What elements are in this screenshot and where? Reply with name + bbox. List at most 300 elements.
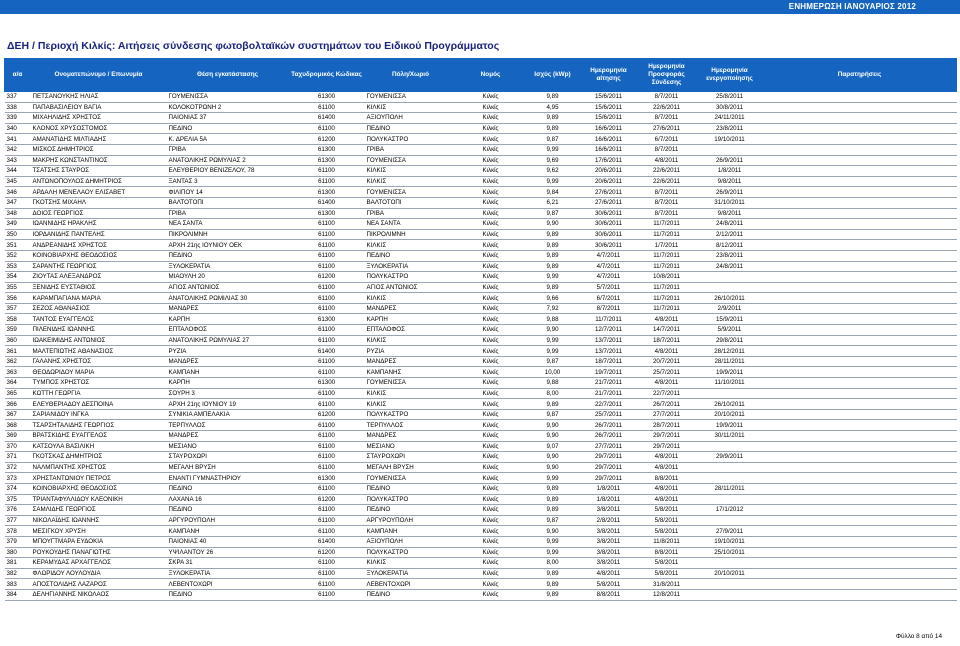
cell-remarks (763, 250, 957, 261)
cell-remarks (763, 346, 957, 357)
cell-aa: 347 (5, 197, 31, 208)
cell-offer-date: 11/7/2011 (637, 229, 697, 240)
cell-remarks (763, 462, 957, 473)
cell-name: ΠΑΠΑΒΑΣΙΛΕΙΟΥ ΒΑΓΙΑ (31, 102, 167, 113)
cell-remarks (763, 113, 957, 124)
cell-offer-date: 20/7/2011 (637, 356, 697, 367)
cell-prefecture: Κιλκίς (457, 282, 525, 293)
cell-request-date: 30/6/2011 (581, 240, 637, 251)
cell-remarks (763, 579, 957, 590)
cell-power: 9,89 (525, 229, 581, 240)
cell-name: ΣΑΜΛΙΔΗΣ ΓΕΩΡΓΙΟΣ (31, 505, 167, 516)
cell-postcode: 61100 (289, 356, 365, 367)
cell-city: ΝΕΑ ΣΑΝΤΑ (365, 219, 457, 230)
cell-location: ΠΙΚΡΟΛΙΜΝΗ (167, 229, 289, 240)
cell-name: ΙΩΑΝΝΙΔΗΣ ΗΡΑΚΛΗΣ (31, 219, 167, 230)
cell-location: ΥΨΙΛΑΝΤΟΥ 26 (167, 547, 289, 558)
cell-remarks (763, 208, 957, 219)
cell-postcode: 61100 (289, 166, 365, 177)
cell-aa: 355 (5, 282, 31, 293)
cell-location: ΜΕΓΑΛΗ ΒΡΥΣΗ (167, 462, 289, 473)
cell-city: ΚΙΛΚΙΣ (365, 399, 457, 410)
cell-city: ΚΑΡΠΗ (365, 314, 457, 325)
cell-request-date: 18/7/2011 (581, 356, 637, 367)
table-row (5, 219, 957, 230)
cell-name: ΤΥΜΠΟΣ ΧΡΗΣΤΟΣ (31, 378, 167, 389)
cell-request-date: 15/6/2011 (581, 113, 637, 124)
cell-request-date: 4/7/2011 (581, 250, 637, 261)
cell-power: 9,88 (525, 314, 581, 325)
cell-aa: 341 (5, 134, 31, 145)
cell-postcode: 61100 (289, 483, 365, 494)
cell-name: ΕΛΕΥΘΕΡΙΑΔΟΥ ΔΕΣΠΟΙΝΑ (31, 399, 167, 410)
cell-power: 9,89 (525, 568, 581, 579)
cell-postcode: 61100 (289, 261, 365, 272)
cell-request-date: 3/8/2011 (581, 505, 637, 516)
cell-power: 9,99 (525, 144, 581, 155)
cell-request-date: 3/8/2011 (581, 558, 637, 569)
cell-location: ΜΕΣΙΑΝΟ (167, 441, 289, 452)
cell-city: ΠΟΛΥΚΑΣΤΡΟ (365, 547, 457, 558)
cell-activation-date: 20/10/2011 (697, 568, 763, 579)
cell-remarks (763, 558, 957, 569)
cell-remarks (763, 187, 957, 198)
cell-city: ΓΟΥΜΕΝΙΣΣΑ (365, 473, 457, 484)
cell-offer-date: 5/8/2011 (637, 526, 697, 537)
cell-aa: 346 (5, 187, 31, 198)
cell-postcode: 61300 (289, 144, 365, 155)
cell-request-date: 20/6/2011 (581, 176, 637, 187)
cell-city: ΚΙΛΚΙΣ (365, 558, 457, 569)
cell-remarks (763, 197, 957, 208)
page-title: ΔΕΗ / Περιοχή Κιλκίς: Αιτήσεις σύνδεσης φωτοβολταϊκών συστημάτων του Ειδικού Προγράμματος (7, 40, 500, 52)
cell-location: ΞΥΛΟΚΕΡΑΤΙΑ (167, 568, 289, 579)
cell-postcode: 61200 (289, 409, 365, 420)
cell-aa: 352 (5, 250, 31, 261)
cell-request-date: 21/7/2011 (581, 378, 637, 389)
cell-activation-date: 23/8/2011 (697, 123, 763, 134)
cell-power: 9,87 (525, 134, 581, 145)
cell-aa: 368 (5, 420, 31, 431)
cell-location: ΚΟΛΟΚΟΤΡΩΝΗ 2 (167, 102, 289, 113)
cell-name: ΜΕΣΙΓΚΟΥ ΧΡΥΣΗ (31, 526, 167, 537)
cell-remarks (763, 293, 957, 304)
cell-name: ΤΡΙΑΝΤΑΦΥΛΛΙΔΟΥ ΚΛΕΟΝΙΚΗ (31, 494, 167, 505)
cell-city: ΠΕΔΙΝΟ (365, 505, 457, 516)
cell-location: ΚΑΜΠΑΝΗ (167, 526, 289, 537)
cell-request-date: 5/8/2011 (581, 579, 637, 590)
cell-name: ΤΣΑΡΣΗΤΑΛΙΔΗΣ ΓΕΩΡΓΙΟΣ (31, 420, 167, 431)
cell-power: 9,90 (525, 462, 581, 473)
cell-aa: 348 (5, 208, 31, 219)
cell-prefecture: Κιλκίς (457, 325, 525, 336)
cell-offer-date: 11/7/2011 (637, 282, 697, 293)
cell-activation-date: 28/11/2011 (697, 483, 763, 494)
cell-request-date: 17/6/2011 (581, 155, 637, 166)
cell-name: ΚΟΙΝΟΒΙΑΡΧΗΣ ΘΕΟΔΟΣΙΟΣ (31, 250, 167, 261)
cell-location: ΜΑΝΔΡΕΣ (167, 431, 289, 442)
cell-offer-date: 31/8/2011 (637, 579, 697, 590)
cell-offer-date: 22/6/2011 (637, 166, 697, 177)
cell-activation-date (697, 473, 763, 484)
cell-remarks (763, 568, 957, 579)
cell-location: Κ. ΔΡΕΛΙΑ 5Α (167, 134, 289, 145)
cell-offer-date: 11/7/2011 (637, 303, 697, 314)
table-row (5, 378, 957, 389)
cell-request-date: 29/7/2011 (581, 452, 637, 463)
cell-postcode: 61200 (289, 272, 365, 283)
cell-activation-date: 31/10/2011 (697, 197, 763, 208)
cell-offer-date: 11/7/2011 (637, 293, 697, 304)
cell-postcode: 61100 (289, 325, 365, 336)
cell-location: ΕΠΤΑΛΟΦΟΣ (167, 325, 289, 336)
cell-location: ΠΑΙΟΝΙΑΣ 40 (167, 536, 289, 547)
cell-request-date: 16/6/2011 (581, 134, 637, 145)
cell-offer-date: 22/7/2011 (637, 388, 697, 399)
cell-remarks (763, 272, 957, 283)
cell-city: ΑΞΙΟΥΠΟΛΗ (365, 536, 457, 547)
cell-request-date: 12/7/2011 (581, 325, 637, 336)
table-row (5, 558, 957, 569)
cell-prefecture: Κιλκίς (457, 229, 525, 240)
cell-postcode: 61100 (289, 441, 365, 452)
cell-remarks (763, 303, 957, 314)
cell-aa: 382 (5, 568, 31, 579)
cell-power: 9,89 (525, 123, 581, 134)
header-col-activation-date: Ημερομηνία ενεργοποίησης (697, 59, 763, 92)
cell-name: ΔΟΙΟΣ ΓΕΩΡΓΙΟΣ (31, 208, 167, 219)
cell-aa: 358 (5, 314, 31, 325)
cell-activation-date: 26/10/2011 (697, 399, 763, 410)
update-banner (0, 0, 960, 14)
cell-city: ΠΟΛΥΚΑΣΤΡΟ (365, 272, 457, 283)
table-row (5, 197, 957, 208)
cell-activation-date: 28/12/2011 (697, 346, 763, 357)
cell-prefecture: Κιλκίς (457, 219, 525, 230)
cell-city: ΚΙΛΚΙΣ (365, 335, 457, 346)
cell-prefecture: Κιλκίς (457, 462, 525, 473)
table-row (5, 494, 957, 505)
table-row (5, 229, 957, 240)
cell-location: ΣΤΑΥΡΟΧΩΡΙ (167, 452, 289, 463)
cell-request-date: 4/8/2011 (581, 568, 637, 579)
cell-offer-date: 12/8/2011 (637, 589, 697, 600)
cell-aa: 362 (5, 356, 31, 367)
cell-activation-date: 11/10/2011 (697, 378, 763, 389)
table-row (5, 144, 957, 155)
cell-request-date: 4/7/2011 (581, 272, 637, 283)
cell-activation-date (697, 272, 763, 283)
cell-aa: 354 (5, 272, 31, 283)
cell-power: 9,99 (525, 176, 581, 187)
cell-location: ΜΑΝΔΡΕΣ (167, 356, 289, 367)
cell-power: 9,69 (525, 155, 581, 166)
cell-offer-date: 8/7/2011 (637, 113, 697, 124)
cell-postcode: 61300 (289, 92, 365, 103)
table-row (5, 335, 957, 346)
cell-name: ΑΝΤΩΝΟΠΟΥΛΟΣ ΔΗΜΗΤΡΙΟΣ (31, 176, 167, 187)
cell-offer-date: 8/7/2011 (637, 187, 697, 198)
cell-postcode: 61100 (289, 250, 365, 261)
cell-city: ΓΡΙΒΑ (365, 208, 457, 219)
cell-request-date: 13/7/2011 (581, 346, 637, 357)
cell-prefecture: Κιλκίς (457, 314, 525, 325)
cell-offer-date: 14/7/2011 (637, 325, 697, 336)
cell-postcode: 61100 (289, 431, 365, 442)
table-row (5, 325, 957, 336)
cell-aa: 345 (5, 176, 31, 187)
cell-remarks (763, 483, 957, 494)
cell-city: ΑΞΙΟΥΠΟΛΗ (365, 113, 457, 124)
cell-city: ΜΕΓΑΛΗ ΒΡΥΣΗ (365, 462, 457, 473)
cell-request-date: 8/8/2011 (581, 589, 637, 600)
cell-location: ΑΝΑΤΟΛΙΚΗΣ ΡΩΜΥΛΙΑΣ 27 (167, 335, 289, 346)
cell-activation-date: 30/8/2011 (697, 102, 763, 113)
cell-postcode: 61300 (289, 314, 365, 325)
cell-activation-date: 29/9/2011 (697, 452, 763, 463)
cell-prefecture: Κιλκίς (457, 388, 525, 399)
cell-request-date: 3/8/2011 (581, 526, 637, 537)
cell-power: 9,87 (525, 515, 581, 526)
cell-location: ΣΟΥΡΗ 3 (167, 388, 289, 399)
cell-offer-date: 26/7/2011 (637, 399, 697, 410)
cell-request-date: 26/7/2011 (581, 420, 637, 431)
table-row (5, 547, 957, 558)
cell-postcode: 61100 (289, 335, 365, 346)
cell-name: ΒΡΑΤΣΚΙΔΗΣ ΕΥΑΓΓΕΛΟΣ (31, 431, 167, 442)
cell-location: ΚΑΡΠΗ (167, 314, 289, 325)
cell-location: ΓΡΙΒΑ (167, 144, 289, 155)
cell-city: ΓΟΥΜΕΝΙΣΣΑ (365, 187, 457, 198)
cell-city: ΓΟΥΜΕΝΙΣΣΑ (365, 155, 457, 166)
cell-location: ΑΝΑΤΟΛΙΚΗΣ ΡΩΜΥΛΙΑΣ 2 (167, 155, 289, 166)
cell-power: 8,00 (525, 388, 581, 399)
cell-location: ΠΕΔΙΝΟ (167, 250, 289, 261)
cell-location: ΑΓΙΟΣ ΑΝΤΩΝΙΟΣ (167, 282, 289, 293)
cell-aa: 369 (5, 431, 31, 442)
table-row (5, 473, 957, 484)
cell-remarks (763, 452, 957, 463)
cell-aa: 366 (5, 399, 31, 410)
cell-aa: 338 (5, 102, 31, 113)
cell-city: ΠΟΛΥΚΑΣΤΡΟ (365, 409, 457, 420)
cell-power: 9,90 (525, 420, 581, 431)
cell-city: ΠΕΔΙΝΟ (365, 483, 457, 494)
cell-postcode: 61100 (289, 240, 365, 251)
cell-power: 9,89 (525, 579, 581, 590)
table-row (5, 187, 957, 198)
cell-activation-date: 26/10/2011 (697, 293, 763, 304)
table-row (5, 399, 957, 410)
cell-city: ΞΥΛΟΚΕΡΑΤΙΑ (365, 568, 457, 579)
applications-table (4, 58, 957, 601)
cell-city: ΕΠΤΑΛΟΦΟΣ (365, 325, 457, 336)
cell-activation-date (697, 515, 763, 526)
cell-prefecture: Κιλκίς (457, 558, 525, 569)
cell-activation-date: 25/8/2011 (697, 92, 763, 103)
cell-prefecture: Κιλκίς (457, 102, 525, 113)
cell-postcode: 61100 (289, 558, 365, 569)
table-row (5, 240, 957, 251)
table-row (5, 452, 957, 463)
cell-activation-date (697, 144, 763, 155)
cell-power: 9,89 (525, 113, 581, 124)
cell-city: ΚΙΛΚΙΣ (365, 388, 457, 399)
table-row (5, 282, 957, 293)
cell-offer-date: 4/8/2011 (637, 378, 697, 389)
cell-offer-date: 5/8/2011 (637, 568, 697, 579)
cell-name: ΓΚΟΤΣΚΑΣ ΔΗΜΗΤΡΙΟΣ (31, 452, 167, 463)
cell-postcode: 61100 (289, 589, 365, 600)
cell-aa: 351 (5, 240, 31, 251)
cell-city: ΚΙΛΚΙΣ (365, 102, 457, 113)
cell-name: ΑΜΑΝΑΤΙΔΗΣ ΜΙΛΤΙΑΔΗΣ (31, 134, 167, 145)
table-row (5, 409, 957, 420)
cell-name: ΤΣΑΤΣΗΣ ΣΤΑΥΡΟΣ (31, 166, 167, 177)
cell-prefecture: Κιλκίς (457, 505, 525, 516)
cell-request-date: 16/6/2011 (581, 144, 637, 155)
cell-offer-date: 5/8/2011 (637, 558, 697, 569)
cell-location: ΠΑΙΟΝΙΑΣ 37 (167, 113, 289, 124)
cell-remarks (763, 314, 957, 325)
cell-remarks (763, 515, 957, 526)
cell-remarks (763, 144, 957, 155)
cell-aa: 356 (5, 293, 31, 304)
cell-city: ΡΥΖΙΑ (365, 346, 457, 357)
cell-request-date: 26/7/2011 (581, 431, 637, 442)
cell-remarks (763, 166, 957, 177)
cell-aa: 339 (5, 113, 31, 124)
cell-offer-date: 4/8/2011 (637, 452, 697, 463)
table-row (5, 293, 957, 304)
cell-name: ΑΝΔΡΕΑΝΙΔΗΣ ΧΡΗΣΤΟΣ (31, 240, 167, 251)
cell-activation-date: 19/10/2011 (697, 536, 763, 547)
cell-name: ΤΑΝΤΟΣ ΕΥΑΓΓΕΛΟΣ (31, 314, 167, 325)
cell-aa: 361 (5, 346, 31, 357)
table-row (5, 123, 957, 134)
cell-name: ΑΡΔΑΛΗ ΜΕΝΕΛΑΟΥ ΕΛΙΣΑΒΕΤ (31, 187, 167, 198)
cell-location: ΠΕΔΙΝΟ (167, 505, 289, 516)
cell-remarks (763, 589, 957, 600)
update-label: ΕΝΗΜΕΡΩΣΗ ΙΑΝΟΥΑΡΙΟΣ 2012 (788, 2, 916, 11)
cell-postcode: 61300 (289, 155, 365, 166)
cell-prefecture: Κιλκίς (457, 113, 525, 124)
cell-activation-date: 19/10/2011 (697, 134, 763, 145)
cell-location: ΠΕΔΙΝΟ (167, 483, 289, 494)
cell-aa: 371 (5, 452, 31, 463)
cell-prefecture: Κιλκίς (457, 335, 525, 346)
cell-power: 9,07 (525, 441, 581, 452)
cell-name: ΚΑΡΑΜΠΑΓΙΑΝΑ ΜΑΡΙΑ (31, 293, 167, 304)
cell-postcode: 61300 (289, 208, 365, 219)
cell-power: 9,89 (525, 282, 581, 293)
cell-activation-date: 26/9/2011 (697, 187, 763, 198)
cell-activation-date: 19/9/2011 (697, 367, 763, 378)
cell-postcode: 61100 (289, 505, 365, 516)
cell-location: ΕΛΕΥΘΕΡΙΟΥ ΒΕΝΙΖΕΛΟΥ, 78 (167, 166, 289, 177)
cell-location: ΡΥΖΙΑ (167, 346, 289, 357)
cell-name: ΞΕΝΙΔΗΣ ΕΥΣΤΑΘΙΟΣ (31, 282, 167, 293)
table-header-row (5, 59, 957, 92)
cell-request-date: 8/7/2011 (581, 303, 637, 314)
cell-remarks (763, 431, 957, 442)
cell-name: ΜΙΧΑΗΛΙΔΗΣ ΧΡΗΣΤΟΣ (31, 113, 167, 124)
cell-aa: 344 (5, 166, 31, 177)
cell-power: 9,99 (525, 547, 581, 558)
header-col-request-date: Ημερομηνία αίτησης (581, 59, 637, 92)
cell-prefecture: Κιλκίς (457, 155, 525, 166)
cell-aa: 375 (5, 494, 31, 505)
table-row (5, 420, 957, 431)
cell-name: ΚΕΡΑΜΥΔΑΣ ΑΡΧΑΓΓΕΛΟΣ (31, 558, 167, 569)
cell-postcode: 61400 (289, 346, 365, 357)
cell-prefecture: Κιλκίς (457, 568, 525, 579)
cell-postcode: 61100 (289, 282, 365, 293)
cell-city: ΜΑΝΔΡΕΣ (365, 356, 457, 367)
cell-offer-date: 27/6/2011 (637, 123, 697, 134)
header-col-location: Θέση εγκατάστασης (167, 59, 289, 92)
table-row (5, 250, 957, 261)
cell-request-date: 16/6/2011 (581, 123, 637, 134)
cell-activation-date: 9/8/2011 (697, 176, 763, 187)
cell-request-date: 3/8/2011 (581, 536, 637, 547)
cell-aa: 364 (5, 378, 31, 389)
cell-offer-date: 8/8/2011 (637, 473, 697, 484)
cell-offer-date: 29/7/2011 (637, 441, 697, 452)
table-row (5, 536, 957, 547)
cell-name: ΣΑΡΑΝΤΗΣ ΓΕΩΡΓΙΟΣ (31, 261, 167, 272)
cell-offer-date: 8/7/2011 (637, 197, 697, 208)
cell-location: ΞΥΛΟΚΕΡΑΤΙΑ (167, 261, 289, 272)
cell-remarks (763, 547, 957, 558)
cell-city: ΚΑΜΠΑΝΗ (365, 526, 457, 537)
cell-aa: 376 (5, 505, 31, 516)
cell-location: ΞΑΝΤΑΣ 3 (167, 176, 289, 187)
table-row (5, 92, 957, 103)
cell-prefecture: Κιλκίς (457, 589, 525, 600)
cell-aa: 384 (5, 589, 31, 600)
cell-name: ΦΛΩΡΙΔΟΥ ΛΟΥΛΟΥΔΙΑ (31, 568, 167, 579)
cell-prefecture: Κιλκίς (457, 123, 525, 134)
cell-aa: 365 (5, 388, 31, 399)
cell-prefecture: Κιλκίς (457, 526, 525, 537)
cell-request-date: 29/7/2011 (581, 462, 637, 473)
cell-request-date: 19/7/2011 (581, 367, 637, 378)
cell-aa: 363 (5, 367, 31, 378)
cell-activation-date: 30/11/2011 (697, 431, 763, 442)
cell-location: ΚΑΡΠΗ (167, 378, 289, 389)
cell-power: 8,00 (525, 558, 581, 569)
cell-power: 9,99 (525, 272, 581, 283)
table-row (5, 367, 957, 378)
cell-request-date: 6/7/2011 (581, 293, 637, 304)
cell-activation-date (697, 441, 763, 452)
cell-power: 9,84 (525, 187, 581, 198)
cell-name: ΝΙΚΟΛΑΪΔΗΣ ΙΩΑΝΝΗΣ (31, 515, 167, 526)
cell-activation-date (697, 558, 763, 569)
table-row (5, 568, 957, 579)
cell-aa: 374 (5, 483, 31, 494)
table-row (5, 113, 957, 124)
cell-request-date: 15/6/2011 (581, 102, 637, 113)
cell-activation-date: 26/9/2011 (697, 155, 763, 166)
cell-request-date: 1/8/2011 (581, 483, 637, 494)
cell-prefecture: Κιλκίς (457, 293, 525, 304)
cell-postcode: 61100 (289, 462, 365, 473)
cell-prefecture: Κιλκίς (457, 197, 525, 208)
cell-prefecture: Κιλκίς (457, 208, 525, 219)
cell-aa: 350 (5, 229, 31, 240)
